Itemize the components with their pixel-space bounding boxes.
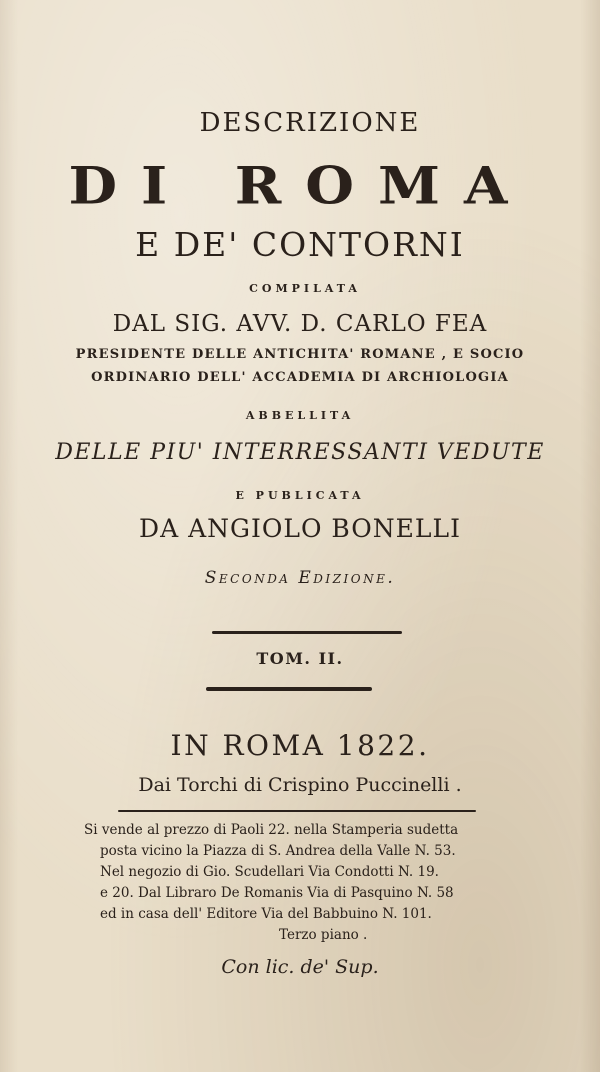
published-label: E PUBLICATA: [235, 489, 365, 502]
imprint-line: posta vicino la Piazza di S. Andrea della Valle N. 53.: [100, 843, 456, 859]
place-year-line: IN ROMA 1822.: [170, 729, 430, 762]
author-title-line-2: ORDINARIO DELL' ACCADEMIA DI ARCHIOLOGIA: [91, 370, 509, 385]
title-heading-contorni: E DE' CONTORNI: [135, 225, 465, 264]
edition-line: Seconda Edizione.: [204, 568, 396, 588]
imprint-line: Terzo piano .: [279, 927, 368, 943]
divider-rule-bottom: [118, 810, 476, 812]
imprint-line: e 20. Dal Libraro De Romanis Via di Pasquino N. 58: [100, 885, 454, 901]
divider-rule-top: [212, 631, 402, 634]
title-heading-descrizione: DESCRIZIONE: [199, 108, 421, 138]
author-title-line-1: PRESIDENTE DELLE ANTICHITA' ROMANE , E SOCIO: [75, 347, 525, 362]
publisher-line: DA ANGIOLO BONELLI: [139, 514, 461, 543]
title-heading-di-roma: DI ROMA: [68, 155, 532, 217]
printer-line: Dai Torchi di Crispino Puccinelli .: [138, 774, 462, 796]
imprint-line: Si vende al prezzo di Paoli 22. nella Stamperia sudetta: [84, 822, 459, 838]
author-line: DAL SIG. AVV. D. CARLO FEA: [112, 311, 488, 337]
license-line: Con lic. de' Sup.: [221, 956, 379, 978]
volume-label: TOM. II.: [256, 649, 344, 668]
views-line: DELLE PIU' INTERRESSANTI VEDUTE: [55, 440, 545, 465]
imprint-block: [84, 820, 524, 946]
imprint-line: ed in casa dell' Editore Via del Babbuino N. 101.: [100, 906, 432, 922]
embellished-label: ABBELLITA: [245, 409, 355, 422]
divider-rule-middle: [206, 687, 372, 691]
compiled-label: COMPILATA: [249, 282, 361, 295]
imprint-line: Nel negozio di Gio. Scudellari Via Condotti N. 19.: [100, 864, 439, 880]
